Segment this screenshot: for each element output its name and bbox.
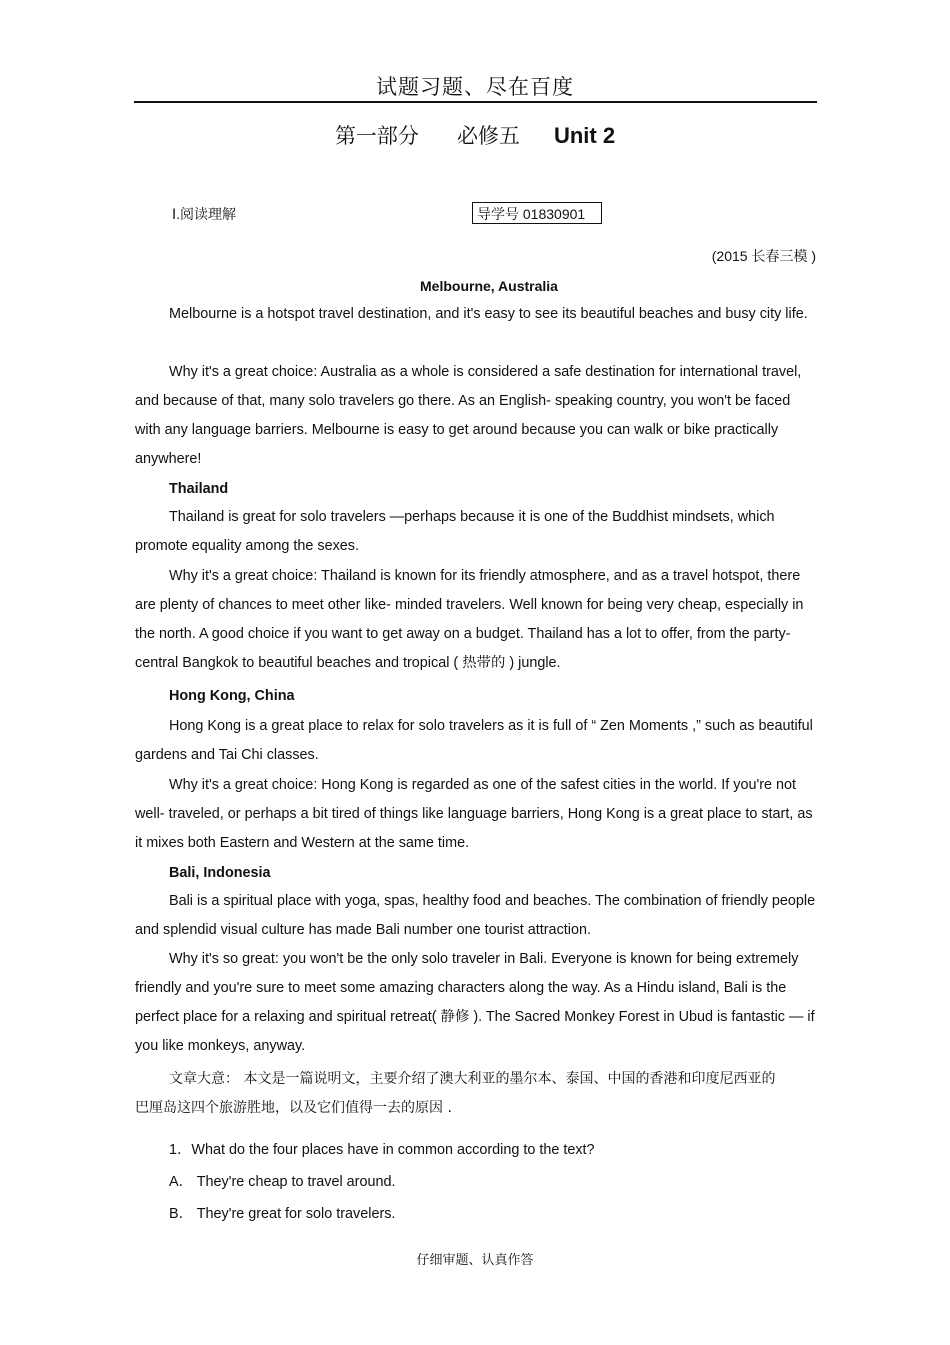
hongkong-heading: Hong Kong, China [169, 688, 295, 704]
bali-intro: Bali is a spiritual place with yoga, spas, healthy food and beaches. The combination of friendly people and splendid visual culture has made Bali number one tourist attraction. [135, 893, 816, 938]
hongkong-intro: Hong Kong is a great place to relax for solo travelers as it is full of “ Zen Moments ,” such as beautiful gardens and Tai Chi classes. [135, 718, 813, 763]
article-summary: 文章大意： 本文是一篇说明文，主要介绍了澳大利亚的墨尔本、泰国、中国的香港和印度尼西亚的巴厘岛这四个旅游胜地，以及它们值得一去的原因 . [135, 1071, 776, 1116]
melbourne-why: Why it's a great choice: Australia as a whole is considered a safe destination for international travel, and because of that, many solo travelers go there. As an English- speaking country, you won't be faced with any language barriers. Melbourne is easy to get around because you can walk or bike practically anywhere! [135, 364, 802, 467]
question-stem: 1．What do the four places have in common according to the text? [169, 1142, 595, 1158]
article-title: Melbourne, Australia [420, 278, 558, 294]
unit-number: Unit 2 [553, 123, 616, 148]
guide-number-box: 导学号 01830901 [472, 202, 602, 224]
page-header-title: 试题习题、尽在百度 [376, 75, 574, 99]
page-footer: 仔细审题、认真作答 [416, 1253, 534, 1268]
bali-why: Why it's so great: you won't be the only solo traveler in Bali. Everyone is known for being extremely friendly and you're sure to meet some amazing characters along the way. As a Hindu island, Bali is the perfect place for a relaxing and spiritual retreat( 静修 ). The Sacred Monkey Forest in Ubud is fantastic — if you like monkeys, anyway. [135, 951, 815, 1054]
thailand-heading: Thailand [169, 481, 229, 497]
bali-heading: Bali, Indonesia [169, 865, 271, 881]
header-divider [134, 101, 817, 103]
melbourne-intro: Melbourne is a hotspot travel destination, and it's easy to see its beautiful beaches and busy city life. [169, 306, 808, 322]
unit-part: 第一部分 [334, 124, 419, 148]
option-b: B． They're great for solo travelers. [169, 1206, 396, 1222]
unit-heading [0, 120, 950, 150]
option-a: A． They're cheap to travel around. [169, 1174, 396, 1190]
thailand-intro: Thailand is great for solo travelers —perhaps because it is one of the Buddhist mindsets, which promote equality among the sexes. [135, 509, 775, 554]
hongkong-why: Why it's a great choice: Hong Kong is regarded as one of the safest cities in the world. If you're not well- traveled, or perhaps a bit tired of things like language barriers, Hong Kong is a great place to start, as it mixes both Eastern and Western at the same time. [135, 777, 813, 851]
unit-book: 必修五 [456, 124, 520, 148]
section-label: Ⅰ.阅读理解 [172, 206, 237, 222]
thailand-why: Why it's a great choice: Thailand is known for its friendly atmosphere, and as a travel hotspot, there are plenty of chances to meet other like- minded travelers. Well known for being very cheap, especially in the north. A good choice if you want to get away on a budget. Thailand has a lot to offer, from the party- central Bangkok to beautiful beaches and tropical ( 热带的 ) jungle. [135, 568, 804, 671]
source-note: (2015 长春三模 ) [711, 248, 816, 264]
